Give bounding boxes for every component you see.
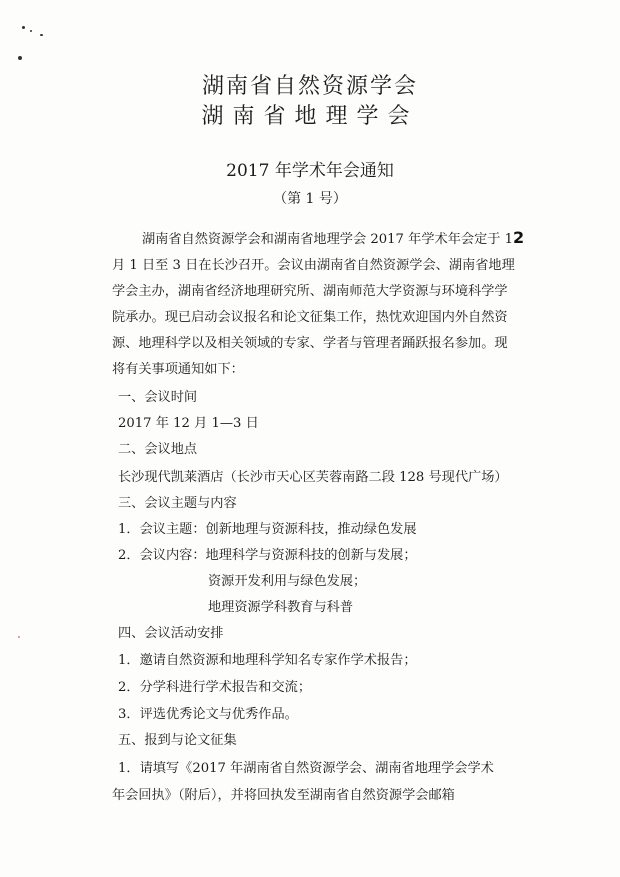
- scan-speck: [18, 56, 22, 60]
- intro-line: 院承办。现已启动会议报名和论文征集工作，热忱欢迎国内外自然资: [112, 310, 508, 325]
- notice-number: （第 1 号）: [273, 191, 347, 207]
- scan-speck: [22, 26, 25, 29]
- intro-paragraph: [112, 225, 525, 383]
- section-heading-activities: 四、会议活动安排: [118, 626, 224, 641]
- activity-item: 2．分学科进行学术报告和交流；: [118, 680, 312, 695]
- section-heading-location: 二、会议地点: [118, 442, 198, 457]
- activity-item: 3．评选优秀论文与优秀作品。: [118, 707, 298, 722]
- scan-speck: [18, 636, 20, 638]
- intro-line: [112, 225, 525, 253]
- content-item-continued: 地理资源学科教育与科普: [208, 600, 354, 615]
- intro-line: 源、地理科学以及相关领域的专家、学者与管理者踊跃报名参加。现: [112, 336, 508, 351]
- registration-item-continued: 年会回执》（附后），并将回执发至湖南省自然资源学会邮箱: [112, 788, 455, 803]
- theme-item: 1．会议主题：创新地理与资源科技，推动绿色发展: [118, 522, 417, 537]
- content-item-continued: 资源开发利用与绿色发展；: [208, 574, 367, 589]
- intro-line: 月 1 日至 3 日在长沙召开。会议由湖南省自然资源学会、湖南省地理: [112, 258, 515, 273]
- registration-item: 1．请填写《2017 年湖南省自然资源学会、湖南省地理学会学术: [118, 761, 494, 776]
- meeting-date: 2017 年 12 月 1—3 日: [118, 416, 259, 431]
- intro-line-text: 湖南省自然资源学会和湖南省地理学会 2017 年学术年会定于 1: [142, 232, 514, 247]
- scan-speck: [30, 30, 32, 32]
- scan-speck: [40, 34, 43, 36]
- section-heading-theme: 三、会议主题与内容: [118, 496, 237, 511]
- handwritten-correction: 2: [513, 228, 525, 247]
- section-heading-time: 一、会议时间: [118, 390, 198, 405]
- intro-line: 将有关事项通知如下：: [112, 362, 244, 377]
- activity-item: 1．邀请自然资源和地理科学知名专家作学术报告；: [118, 653, 417, 668]
- intro-line: 学会主办，湖南省经济地理研究所、湖南师范大学资源与环境科学学: [112, 284, 508, 299]
- section-heading-registration: 五、报到与论文征集: [118, 733, 237, 748]
- org-name-geography: 湖南省地理学会: [201, 104, 419, 129]
- meeting-venue: 长沙现代凯莱酒店（长沙市天心区芙蓉南路二段 128 号现代广场）: [118, 470, 508, 485]
- notice-title: 2017 年学术年会通知: [226, 161, 394, 181]
- content-item: 2．会议内容：地理科学与资源科技的创新与发展；: [118, 548, 417, 563]
- org-name-natural-resources: 湖南省自然资源学会: [201, 74, 418, 99]
